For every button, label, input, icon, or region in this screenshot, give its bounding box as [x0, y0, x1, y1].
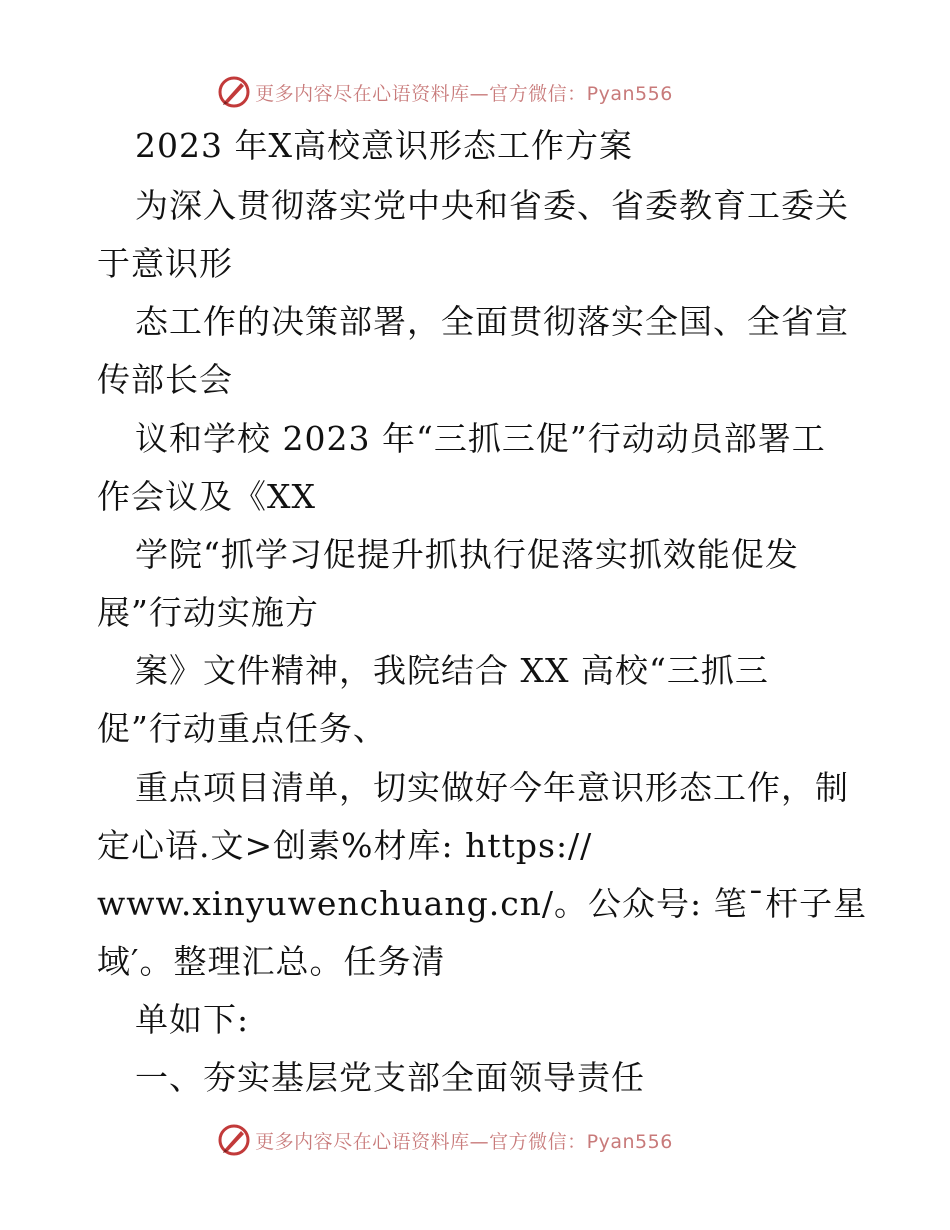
section-heading: 一、夯实基层党支部全面领导责任	[135, 1058, 645, 1097]
paragraph-line: 案》文件精神，我院结合 XX 高校“三抓三	[135, 651, 769, 690]
watermark-text: 更多内容尽在心语资料库—官方微信：Pyan556	[255, 82, 673, 105]
paragraph-line: 展”行动实施方	[97, 593, 319, 632]
paragraph-line: www.xinyuwenchuang.cn/。公众号: 笔¯杆子星	[97, 884, 868, 923]
paragraph-line: 域′。整理汇总。任务清	[97, 942, 446, 981]
paragraph-line: 重点项目清单，切实做好今年意识形态工作，制	[135, 768, 849, 807]
paragraph-line: 为深入贯彻落实党中央和省委、省委教育工委关	[135, 186, 849, 225]
paragraph-line: 作会议及《XX	[97, 477, 316, 516]
paragraph-line: 定心语.文>创素%材库: https://	[97, 826, 593, 865]
paragraph-line: 议和学校 2023 年“三抓三促”行动动员部署工	[135, 419, 826, 458]
paragraph-line: 于意识形	[97, 244, 233, 283]
paragraph-line: 态工作的决策部署，全面贯彻落实全国、全省宣	[135, 302, 849, 341]
paragraph-line: 促”行动重点任务、	[97, 709, 387, 748]
quill-pen-logo-icon	[217, 1123, 251, 1157]
footer-watermark	[0, 1120, 950, 1160]
paragraph-line: 学院“抓学习促提升抓执行促落实抓效能促发	[135, 535, 799, 574]
document-title: 2023 年X高校意识形态工作方案	[135, 126, 633, 165]
paragraph-line: 传部长会	[97, 360, 233, 399]
paragraph-line: 单如下:	[135, 1000, 250, 1039]
watermark-text: 更多内容尽在心语资料库—官方微信：Pyan556	[255, 1130, 673, 1153]
